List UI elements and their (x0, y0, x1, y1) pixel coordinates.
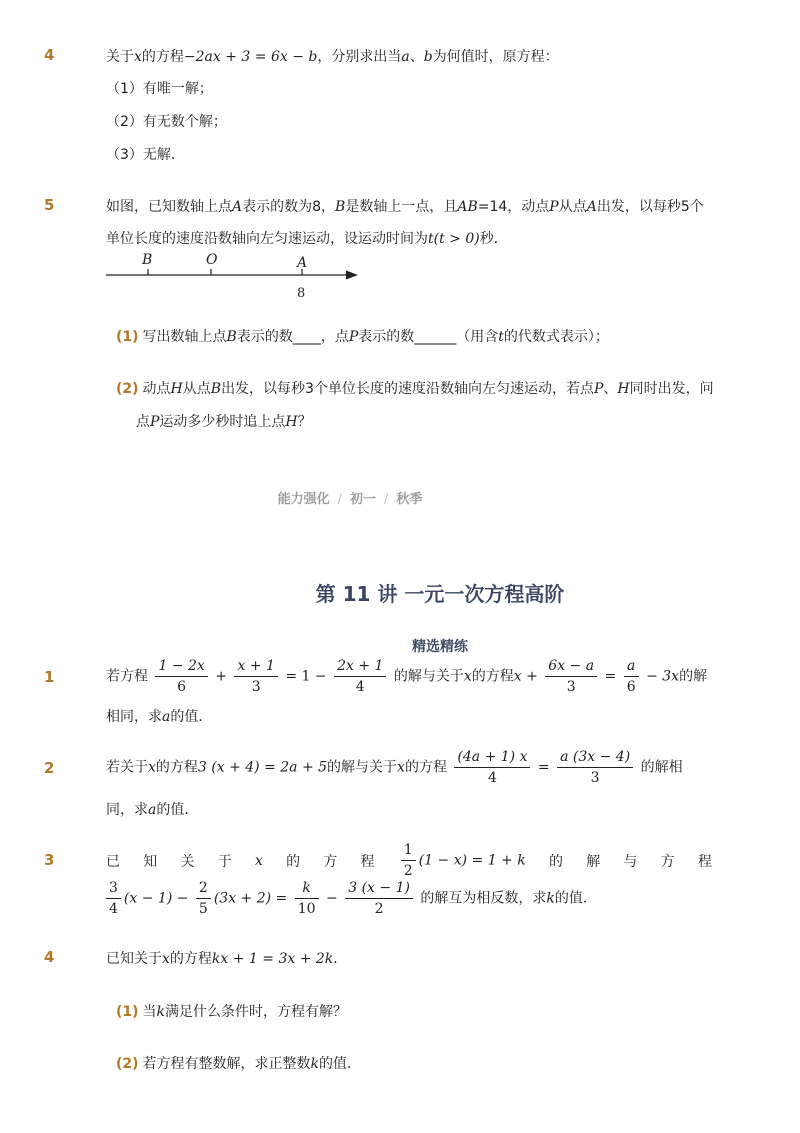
question-number: 2 (44, 759, 55, 777)
lecture-title: 第 11 讲 一元一次方程高阶 (315, 582, 565, 606)
sub-item: （2）有无数个解； (106, 114, 227, 130)
question-stem: 已 知 关 于 x 的 方 程 $\frac{1}{2}$ (1 − x) = 1 + k 的 解 与 方 程 (106, 842, 712, 879)
sub-question: (2) 若方程有整数解，求正整数k的值． (116, 1056, 362, 1072)
fraction: $\frac{3 (x - 1)}{2}$ (345, 880, 413, 917)
sub-question-continued: 点P运动多少秒时追上点H？ (136, 414, 312, 430)
fraction: $\frac{a}{6}$ (624, 658, 639, 695)
fraction: $\frac{2}{5}$ (196, 880, 211, 917)
label-A-value: 8 (297, 286, 306, 301)
sub-item: （1）有唯一解； (106, 81, 213, 97)
question-stem: $\frac{3}{4}$ (x − 1) − $\frac{2}{5}$ (3x + 2) = $\frac{k}{10}$ − $\frac{3 (x - 1)}{2}$ 的解互为相反数，求k的值． (106, 880, 597, 917)
question-number: 3 (44, 851, 55, 869)
fraction: $\frac{3}{4}$ (106, 880, 121, 917)
fraction: $\frac{a (3x - 4)}{3}$ (557, 749, 633, 786)
label-B: B (142, 252, 153, 268)
question-stem: 若方程 $\frac{1 - 2x}{6}$ + $\frac{x + 1}{3}$ = 1 − $\frac{2x + 1}{4}$ 的解与关于x的方程x + $\frac{6x - a}{3}$ = $\frac{a}{6}$ − 3x的解 (106, 658, 708, 695)
number-line-figure (100, 250, 370, 306)
question-stem: 如图，已知数轴上点A表示的数为8，B是数轴上一点，且AB=14，动点P从点A出发，以每秒5个 (106, 199, 704, 215)
section-title: 精选精练 (412, 639, 468, 655)
question-number: 4 (44, 46, 55, 64)
question-stem: 已知关于x的方程kx + 1 = 3x + 2k． (106, 951, 348, 967)
page-footer: 能力强化 / 初一 / 秋季 (277, 492, 423, 507)
axis-arrow (346, 271, 358, 280)
question-stem: 若关于x的方程3 (x + 4) = 2a + 5的解与关于x的方程 $\frac{(4a + 1) x}{4}$ = $\frac{a (3x - 4)}{3}$ 的解相 (106, 749, 683, 786)
question-stem: 相同，求a的值． (106, 709, 213, 725)
question-stem: 单位长度的速度沿数轴向左匀速运动，设运动时间为t(t > 0)秒． (106, 231, 508, 247)
fraction: $\frac{6x - a}{3}$ (545, 658, 597, 695)
label-O: O (206, 252, 218, 268)
fraction: $\frac{(4a + 1) x}{4}$ (454, 749, 530, 786)
label-A: A (297, 255, 308, 271)
sub-question: (2) 动点H从点B出发，以每秒3个单位长度的速度沿数轴向左匀速运动，若点P、H同时出发，问 (116, 381, 714, 397)
question-stem: 关于x的方程−2ax + 3 = 6x − b，分别求出当a、b为何值时，原方程： (106, 49, 559, 65)
sub-question: (1) 当k满足什么条件时，方程有解？ (116, 1004, 348, 1020)
fraction: $\frac{1}{2}$ (401, 842, 416, 879)
question-stem: 同，求a的值． (106, 802, 199, 818)
sub-question: (1) 写出数轴上点B表示的数____，点P表示的数______（用含t的代数式表示）； (116, 329, 609, 345)
fraction: $\frac{2x + 1}{4}$ (334, 658, 386, 695)
fraction: $\frac{1 - 2x}{6}$ (155, 658, 207, 695)
fraction: $\frac{x + 1}{3}$ (234, 658, 277, 695)
question-number: 5 (44, 196, 55, 214)
sub-item: （3）无解． (106, 147, 185, 163)
question-number: 4 (44, 948, 55, 966)
fraction: $\frac{k}{10}$ (295, 880, 319, 917)
question-number: 1 (44, 668, 55, 686)
